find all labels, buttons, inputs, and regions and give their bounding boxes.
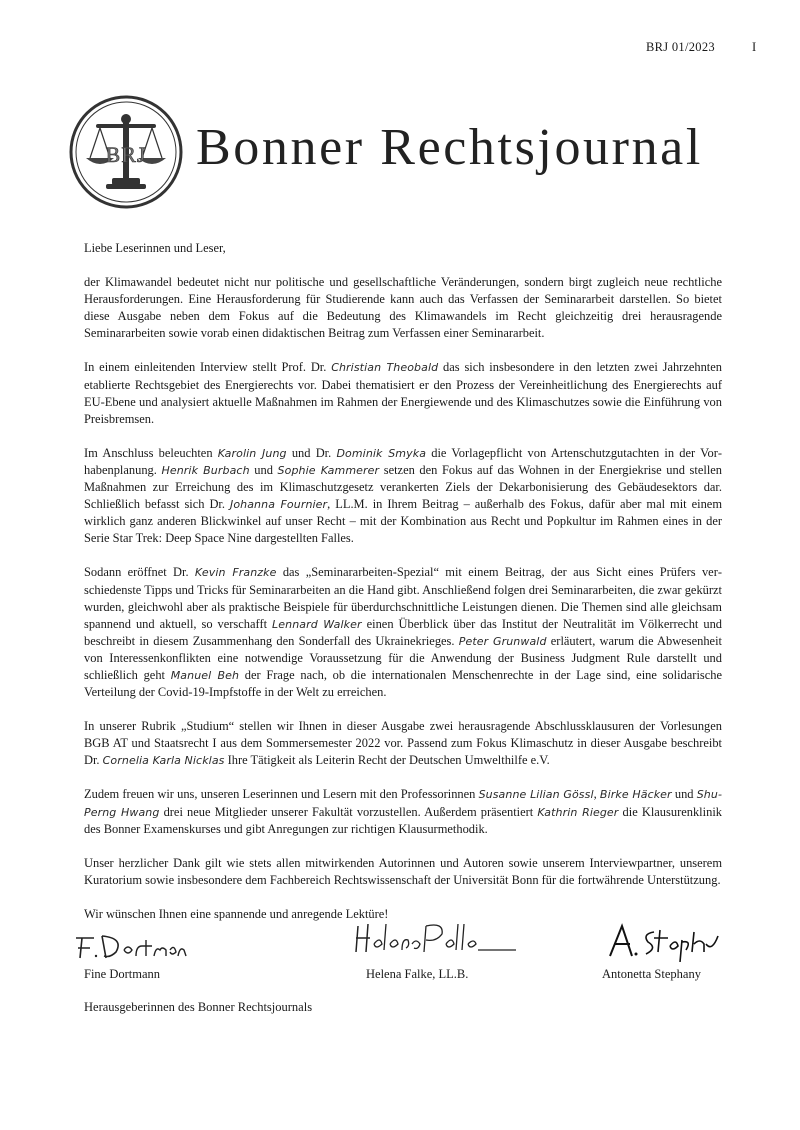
logo-letters: BRJ	[105, 142, 147, 167]
author-name: Peter Grunwald	[458, 634, 547, 648]
running-header	[646, 40, 757, 55]
journal-title: Bonner Rechtsjournal	[196, 119, 703, 176]
author-name: Cornelia Karla Nicklas	[102, 754, 225, 768]
author-name: Lennard Walker	[272, 617, 362, 631]
author-name: Kevin Franzke	[194, 566, 277, 580]
signature-dortmann	[72, 928, 192, 964]
author-name: Birke Häcker	[599, 788, 672, 802]
signature-stephany	[606, 922, 726, 962]
handwritten-signature-icon	[606, 922, 726, 962]
handwritten-signature-icon	[352, 920, 522, 960]
author-name: Kathrin Rieger	[537, 805, 619, 819]
author-name: Susanne Lilian Gössl	[478, 788, 594, 802]
issue-label: BRJ 01/2023	[646, 40, 715, 54]
author-name: Dominik Smyka	[336, 446, 427, 460]
handwritten-signature-icon	[72, 928, 192, 964]
paragraph-1: der Klimawandel bedeutet nicht nur politische und gesellschaftliche Veränderungen, sondern birgt zugleich neue rechtliche Herausforderungen. Eine Herausforderung für Studierende kann auch das Verfassen der Seminararbeit darstellen. So bietet diese Ausgabe neben dem Fokus auf die Bedeutung des Klimawandels im Recht gleichzeitig drei herausragende Seminararbeiten sowie vorab einen didaktischen Beitrag zum Verfassen einer Seminararbeit.	[84, 275, 722, 341]
journal-logo	[68, 94, 184, 210]
paragraph-7: Unser herzlicher Dank gilt wie stets allen mitwirkenden Autorinnen und Autoren sowie unserem Interviewpartner, unserem Kuratorium sowie insbesondere dem Fachbereich Rechtswissenschaft der Universität Bonn für die fortwährende Unterstützung.	[84, 855, 722, 887]
author-name: Sophie Kammerer	[277, 463, 380, 477]
paragraph-5: In unserer Rubrik „Studium“ stellen wir Ihnen in dieser Ausgabe zwei herausragende Abschlussklausuren der Vorlesungen BGB AT und Staatsrecht I aus dem Sommersemester 2022 vor. Passend zum Fokus Klimaschutz in dieser Ausgabe beschreibt Dr. Cornelia Karla Nicklas Ihre Tätigkeit als Leiterin Recht der Deutschen Umwelthilfe e.V.	[84, 719, 722, 768]
signatory-name: Fine Dortmann	[84, 967, 161, 981]
author-name: Karolin Jung	[217, 446, 287, 460]
author-name: Johanna Fournier	[229, 498, 328, 512]
editors-line: Herausgeberinnen des Bonner Rechtsjournals	[84, 1000, 313, 1014]
scales-of-justice-icon	[68, 94, 184, 210]
signatory-name: Helena Falke, LL.B.	[366, 967, 469, 981]
closing-wish: Wir wünschen Ihnen eine spannende und anregende Lektüre!	[84, 906, 389, 921]
author-name: Henrik Burbach	[161, 463, 250, 477]
author-name: Christian Theobald	[331, 361, 439, 375]
signatory-name: Antonetta Stephany	[602, 967, 701, 981]
paragraph-3: Im Anschluss beleuchten Karolin Jung und Dr. Dominik Smyka die Vorlagepflicht von Artenschutzgutachten in der Vorhabenplanung. Henrik Burbach und Sophie Kammerer setzen den Fokus auf das Wohnen in der Energiekrise und stellen Maßnahmen zur Erreichung des im Klimaschutzgesetz verankerten Ziels der Dekarbonisierung des Gebäudesektors dar. Schließlich befasst sich Dr. Johanna Fournier, LL.M. in Ihrem Beitrag – außerhalb des Fokus, dafür aber mal mit einem wirklich ganz anderen Blickwinkel auf unser Recht – mit der Kombination aus Recht und Popkultur im Rahmen eines in der Serie Star Trek: Deep Space Nine dargestellten Falles.	[84, 445, 723, 546]
paragraph-4: Sodann eröffnet Dr. Kevin Franzke das „Seminararbeiten-Spezial“ mit einem Beitrag, der aus Sicht eines Prüfers verschiedenste Tipps und Tricks für Seminararbeiten an die Hand gibt. Anschließend folgen drei Seminararbeiten, die zwar gekürzt wurden, gleichwohl aber als praktische Beispiele für überdurchschnittliche Leistungen dienen. Die Themen sind alle gleichsam spannend und aktuell, so verschafft Lennard Walker einen Überblick über das Institut der Neutralität im Völkerrecht und beschreibt in diesem Zusammenhang den Sonderfall des Ukrainekrieges. Peter Grunwald erläutert, warum die Abwesenheit von Interessenkonflikten eine notwendige Voraussetzung für die Anwendung der Business Judgment Rule darstellt und schließlich geht Manuel Beh der Frage nach, ob die internationalen Menschenrechte in der Lage sind, eine solidarische Verteilung der Covid-19-Impfstoffe in der Welt zu erreichen.	[84, 565, 723, 700]
paragraph-6: Zudem freuen wir uns, unseren Leserinnen und Lesern mit den Professorinnen Susanne Lilian Gössl, Birke Häcker und Shu-Perng Hwang drei neue Mitglieder unserer Fakultät vorzustellen. Außerdem präsentiert Kathrin Rieger die Klausurenklinik des Bonner Examenskurses und gibt Anregungen zur richtigen Klausurmethodik.	[84, 787, 723, 836]
author-name: Manuel Beh	[170, 668, 240, 682]
page-number: I	[752, 40, 757, 54]
author-name: Shu-Perng Hwang	[84, 788, 723, 819]
signature-falke	[352, 920, 522, 960]
editorial-letter	[84, 240, 722, 940]
paragraph-2: In einem einleitenden Interview stellt Prof. Dr. Christian Theobald das sich insbesondere in den letzten zwei Jahrzehnten etablierte Rechtsgebiet des Energierechts vor. Dabei thematisiert er den Prozess der Vereinheitlichung des Energierechts auf EU-Ebene und analysiert aktuelle Maßnahmen im Rahmen der Energiewende und des Klimaschutzes sowie die Einführung von Preisbremsen.	[84, 360, 722, 426]
greeting: Liebe Leserinnen und Leser,	[84, 241, 226, 255]
